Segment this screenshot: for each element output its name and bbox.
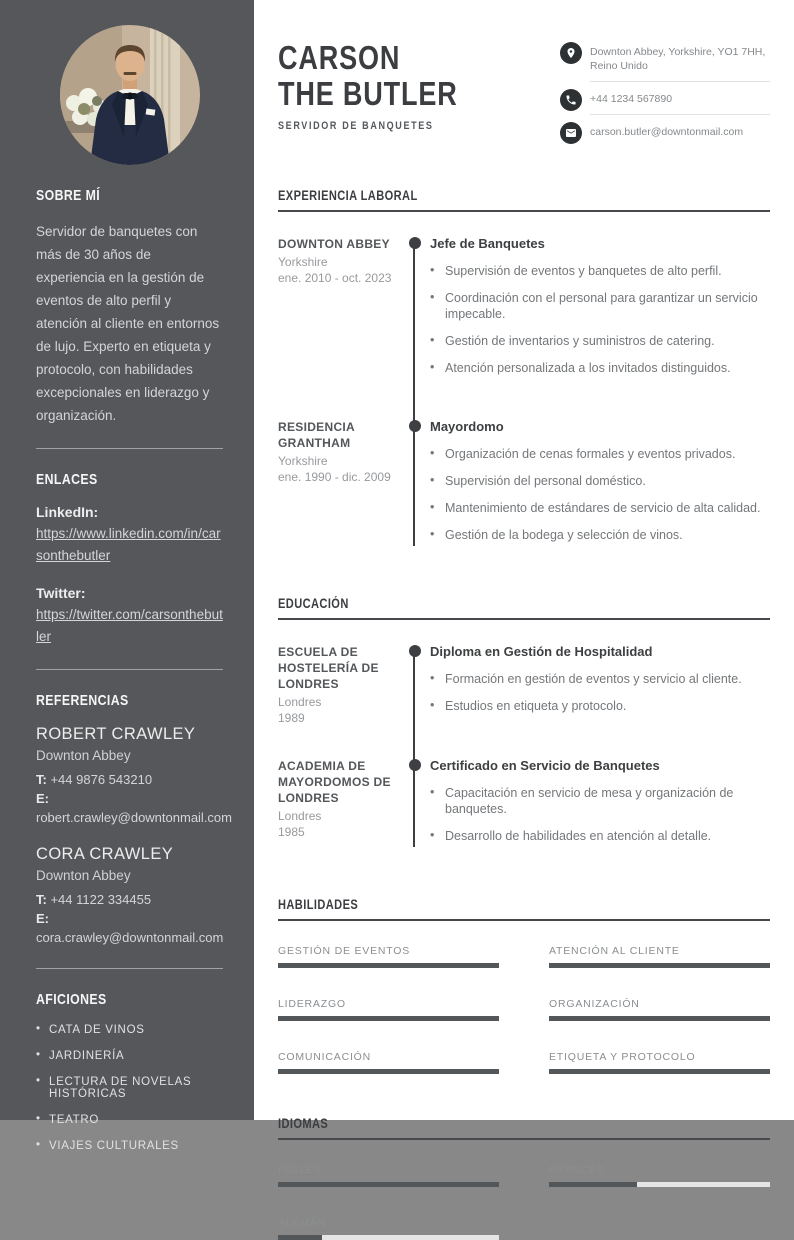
languages-section xyxy=(278,1116,770,1240)
timeline-dot xyxy=(409,420,421,432)
skill-bar xyxy=(549,1016,770,1021)
experience-bullets xyxy=(430,263,770,376)
bullet-item: • Formación en gestión de eventos y servicio al cliente. xyxy=(430,671,770,687)
reference-email: E: cora.crawley@downtonmail.com xyxy=(36,911,224,945)
skill-bar xyxy=(278,1069,499,1074)
education-location: Londres xyxy=(278,695,322,709)
job-subtitle: SERVIDOR DE BANQUETES xyxy=(278,120,434,132)
experience-timeline xyxy=(278,236,770,554)
hobby-item: • CATA DE VINOS xyxy=(36,1024,223,1036)
bullet-item: • Desarrollo de habilidades en atención al detalle. xyxy=(430,828,770,844)
reference-name: ROBERT CRAWLEY xyxy=(36,725,196,743)
experience-org: RESIDENCIA GRANTHAM xyxy=(278,420,355,450)
skill-label: LIDERAZGO xyxy=(278,998,346,1010)
experience-dates: ene. 2010 - oct. 2023 xyxy=(278,271,392,285)
education-org: ACADEMIA DE MAYORDOMOS DE LONDRES xyxy=(278,759,391,805)
experience-entry xyxy=(278,236,770,387)
bullet-item: • Gestión de la bodega y selección de vinos. xyxy=(430,527,770,543)
skill-bar xyxy=(278,1016,499,1021)
timeline-dot xyxy=(409,237,421,249)
education-location: Londres xyxy=(278,809,322,823)
hobbies-section xyxy=(36,991,223,1152)
skill-label: GESTIÓN DE EVENTOS xyxy=(278,945,411,957)
contact-row-email xyxy=(560,122,770,147)
location-pin-icon xyxy=(560,42,582,64)
language-item xyxy=(278,1164,499,1187)
skill-item xyxy=(278,945,499,968)
skill-item xyxy=(549,998,770,1021)
profile-photo xyxy=(60,25,200,165)
bullet-item: • Capacitación en servicio de mesa y organización de banquetes. xyxy=(430,785,770,817)
experience-dates: ene. 1990 - dic. 2009 xyxy=(278,470,391,484)
languages-heading: IDIOMAS xyxy=(278,1116,329,1131)
butler-portrait-illustration xyxy=(60,25,200,165)
experience-location: Yorkshire xyxy=(278,454,328,468)
skill-label: ATENCIÓN AL CLIENTE xyxy=(549,945,680,957)
skill-label: ETIQUETA Y PROTOCOLO xyxy=(549,1051,696,1063)
reference-phone: T: +44 1122 334455 xyxy=(36,892,152,907)
reference-name: CORA CRAWLEY xyxy=(36,845,174,863)
about-text: Servidor de banquetes con más de 30 años de experiencia en la gestión de eventos de alto perfil y atención al cliente en entornos de lujo. Experto en etiqueta y protocolo, con habilidades excepcionales en liderazgo y organización. xyxy=(36,224,220,423)
reference-email: E: robert.crawley@downtonmail.com xyxy=(36,791,232,825)
sidebar-divider xyxy=(36,448,223,449)
language-bar xyxy=(278,1182,499,1187)
header xyxy=(278,40,770,154)
timeline-dot xyxy=(409,759,421,771)
hobby-item: • TEATRO xyxy=(36,1114,223,1126)
skills-section xyxy=(278,897,770,1074)
phone-icon xyxy=(560,89,582,111)
experience-entry xyxy=(278,419,770,554)
education-bullets xyxy=(430,785,770,844)
bullet-item: • Gestión de inventarios y suministros de catering. xyxy=(430,333,770,349)
bullet-item: • Coordinación con el personal para garantizar un servicio impecable. xyxy=(430,290,770,322)
skill-label: ORGANIZACIÓN xyxy=(549,998,640,1010)
skill-label: COMUNICACIÓN xyxy=(278,1051,372,1063)
link-label: Twitter: xyxy=(36,585,86,601)
hobby-item: • LECTURA DE NOVELAS HISTÓRICAS xyxy=(36,1076,223,1100)
reference-company: Downton Abbey xyxy=(36,868,131,883)
hobby-item: • JARDINERÍA xyxy=(36,1050,223,1062)
contact-email: carson.butler@downtonmail.com xyxy=(590,126,744,138)
education-timeline xyxy=(278,644,770,855)
language-label: FRANCÉS xyxy=(549,1164,605,1176)
reference-item xyxy=(36,725,232,827)
bullet-item: • Estudios en etiqueta y protocolo. xyxy=(430,698,770,714)
name-block xyxy=(278,40,497,154)
skill-bar xyxy=(278,963,499,968)
experience-location: Yorkshire xyxy=(278,255,328,269)
hobbies-heading: AFICIONES xyxy=(36,991,107,1008)
sidebar-divider xyxy=(36,669,223,670)
education-entry xyxy=(278,644,770,726)
language-bar xyxy=(549,1182,770,1187)
bullet-item: • Organización de cenas formales y eventos privados. xyxy=(430,446,770,462)
skill-item xyxy=(278,1051,499,1074)
experience-org: DOWNTON ABBEY xyxy=(278,237,390,251)
bullet-item: • Supervisión del personal doméstico. xyxy=(430,473,770,489)
contact-row-phone xyxy=(560,89,770,115)
experience-title: Jefe de Banquetes xyxy=(430,236,545,251)
experience-bullets xyxy=(430,446,770,543)
timeline-dot xyxy=(409,645,421,657)
skills-heading: HABILIDADES xyxy=(278,897,359,912)
skill-item xyxy=(549,1051,770,1074)
language-label: INGLÉS xyxy=(278,1164,322,1176)
education-org: ESCUELA DE HOSTELERÍA DE LONDRES xyxy=(278,645,379,691)
link-item xyxy=(36,504,223,567)
language-label: ALEMÁN xyxy=(278,1217,326,1229)
experience-section xyxy=(278,188,770,554)
reference-item xyxy=(36,845,223,947)
reference-phone: T: +44 9876 543210 xyxy=(36,772,153,787)
hobby-list xyxy=(36,1024,223,1152)
skill-item xyxy=(549,945,770,968)
link-label: LinkedIn: xyxy=(36,504,99,520)
language-item xyxy=(549,1164,770,1187)
education-heading: EDUCACIÓN xyxy=(278,596,349,611)
main-content xyxy=(254,0,794,1229)
languages-grid xyxy=(278,1164,770,1240)
education-section xyxy=(278,596,770,855)
candidate-name: CARSON THE BUTLER xyxy=(278,39,458,112)
language-bar xyxy=(278,1235,499,1240)
education-dates: 1985 xyxy=(278,825,305,839)
contact-phone: +44 1234 567890 xyxy=(590,89,770,115)
sidebar xyxy=(0,0,254,1152)
sidebar-divider xyxy=(36,968,223,969)
contact-address: Downton Abbey, Yorkshire, YO1 7HH, Reino Unido xyxy=(590,42,770,82)
reference-company: Downton Abbey xyxy=(36,748,131,763)
education-entry xyxy=(278,758,770,855)
links-heading: ENLACES xyxy=(36,471,98,488)
references-heading: REFERENCIAS xyxy=(36,692,129,709)
bullet-item: • Atención personalizada a los invitados distinguidos. xyxy=(430,360,770,376)
education-title: Certificado en Servicio de Banquetes xyxy=(430,758,660,773)
link-item xyxy=(36,585,223,648)
education-bullets xyxy=(430,671,770,714)
experience-title: Mayordomo xyxy=(430,419,504,434)
contact-block xyxy=(560,42,770,154)
experience-heading: EXPERIENCIA LABORAL xyxy=(278,188,418,203)
references-section xyxy=(36,692,232,969)
links-section xyxy=(36,471,223,670)
skill-item xyxy=(278,998,499,1021)
education-title: Diploma en Gestión de Hospitalidad xyxy=(430,644,653,659)
bullet-item: • Supervisión de eventos y banquetes de alto perfil. xyxy=(430,263,770,279)
linkedin-link[interactable]: https://www.linkedin.com/in/carsonthebutler xyxy=(36,526,221,563)
skills-grid xyxy=(278,945,770,1074)
language-item xyxy=(278,1217,499,1240)
twitter-link[interactable]: https://twitter.com/carsonthebutler xyxy=(36,607,223,644)
education-dates: 1989 xyxy=(278,711,305,725)
skill-bar xyxy=(549,963,770,968)
contact-row-address xyxy=(560,42,770,82)
skill-bar xyxy=(549,1069,770,1074)
envelope-icon xyxy=(560,122,582,144)
about-heading: SOBRE MÍ xyxy=(36,187,101,204)
bullet-item: • Mantenimiento de estándares de servicio de alta calidad. xyxy=(430,500,770,516)
about-section xyxy=(36,187,223,449)
hobby-item: • VIAJES CULTURALES xyxy=(36,1140,223,1152)
